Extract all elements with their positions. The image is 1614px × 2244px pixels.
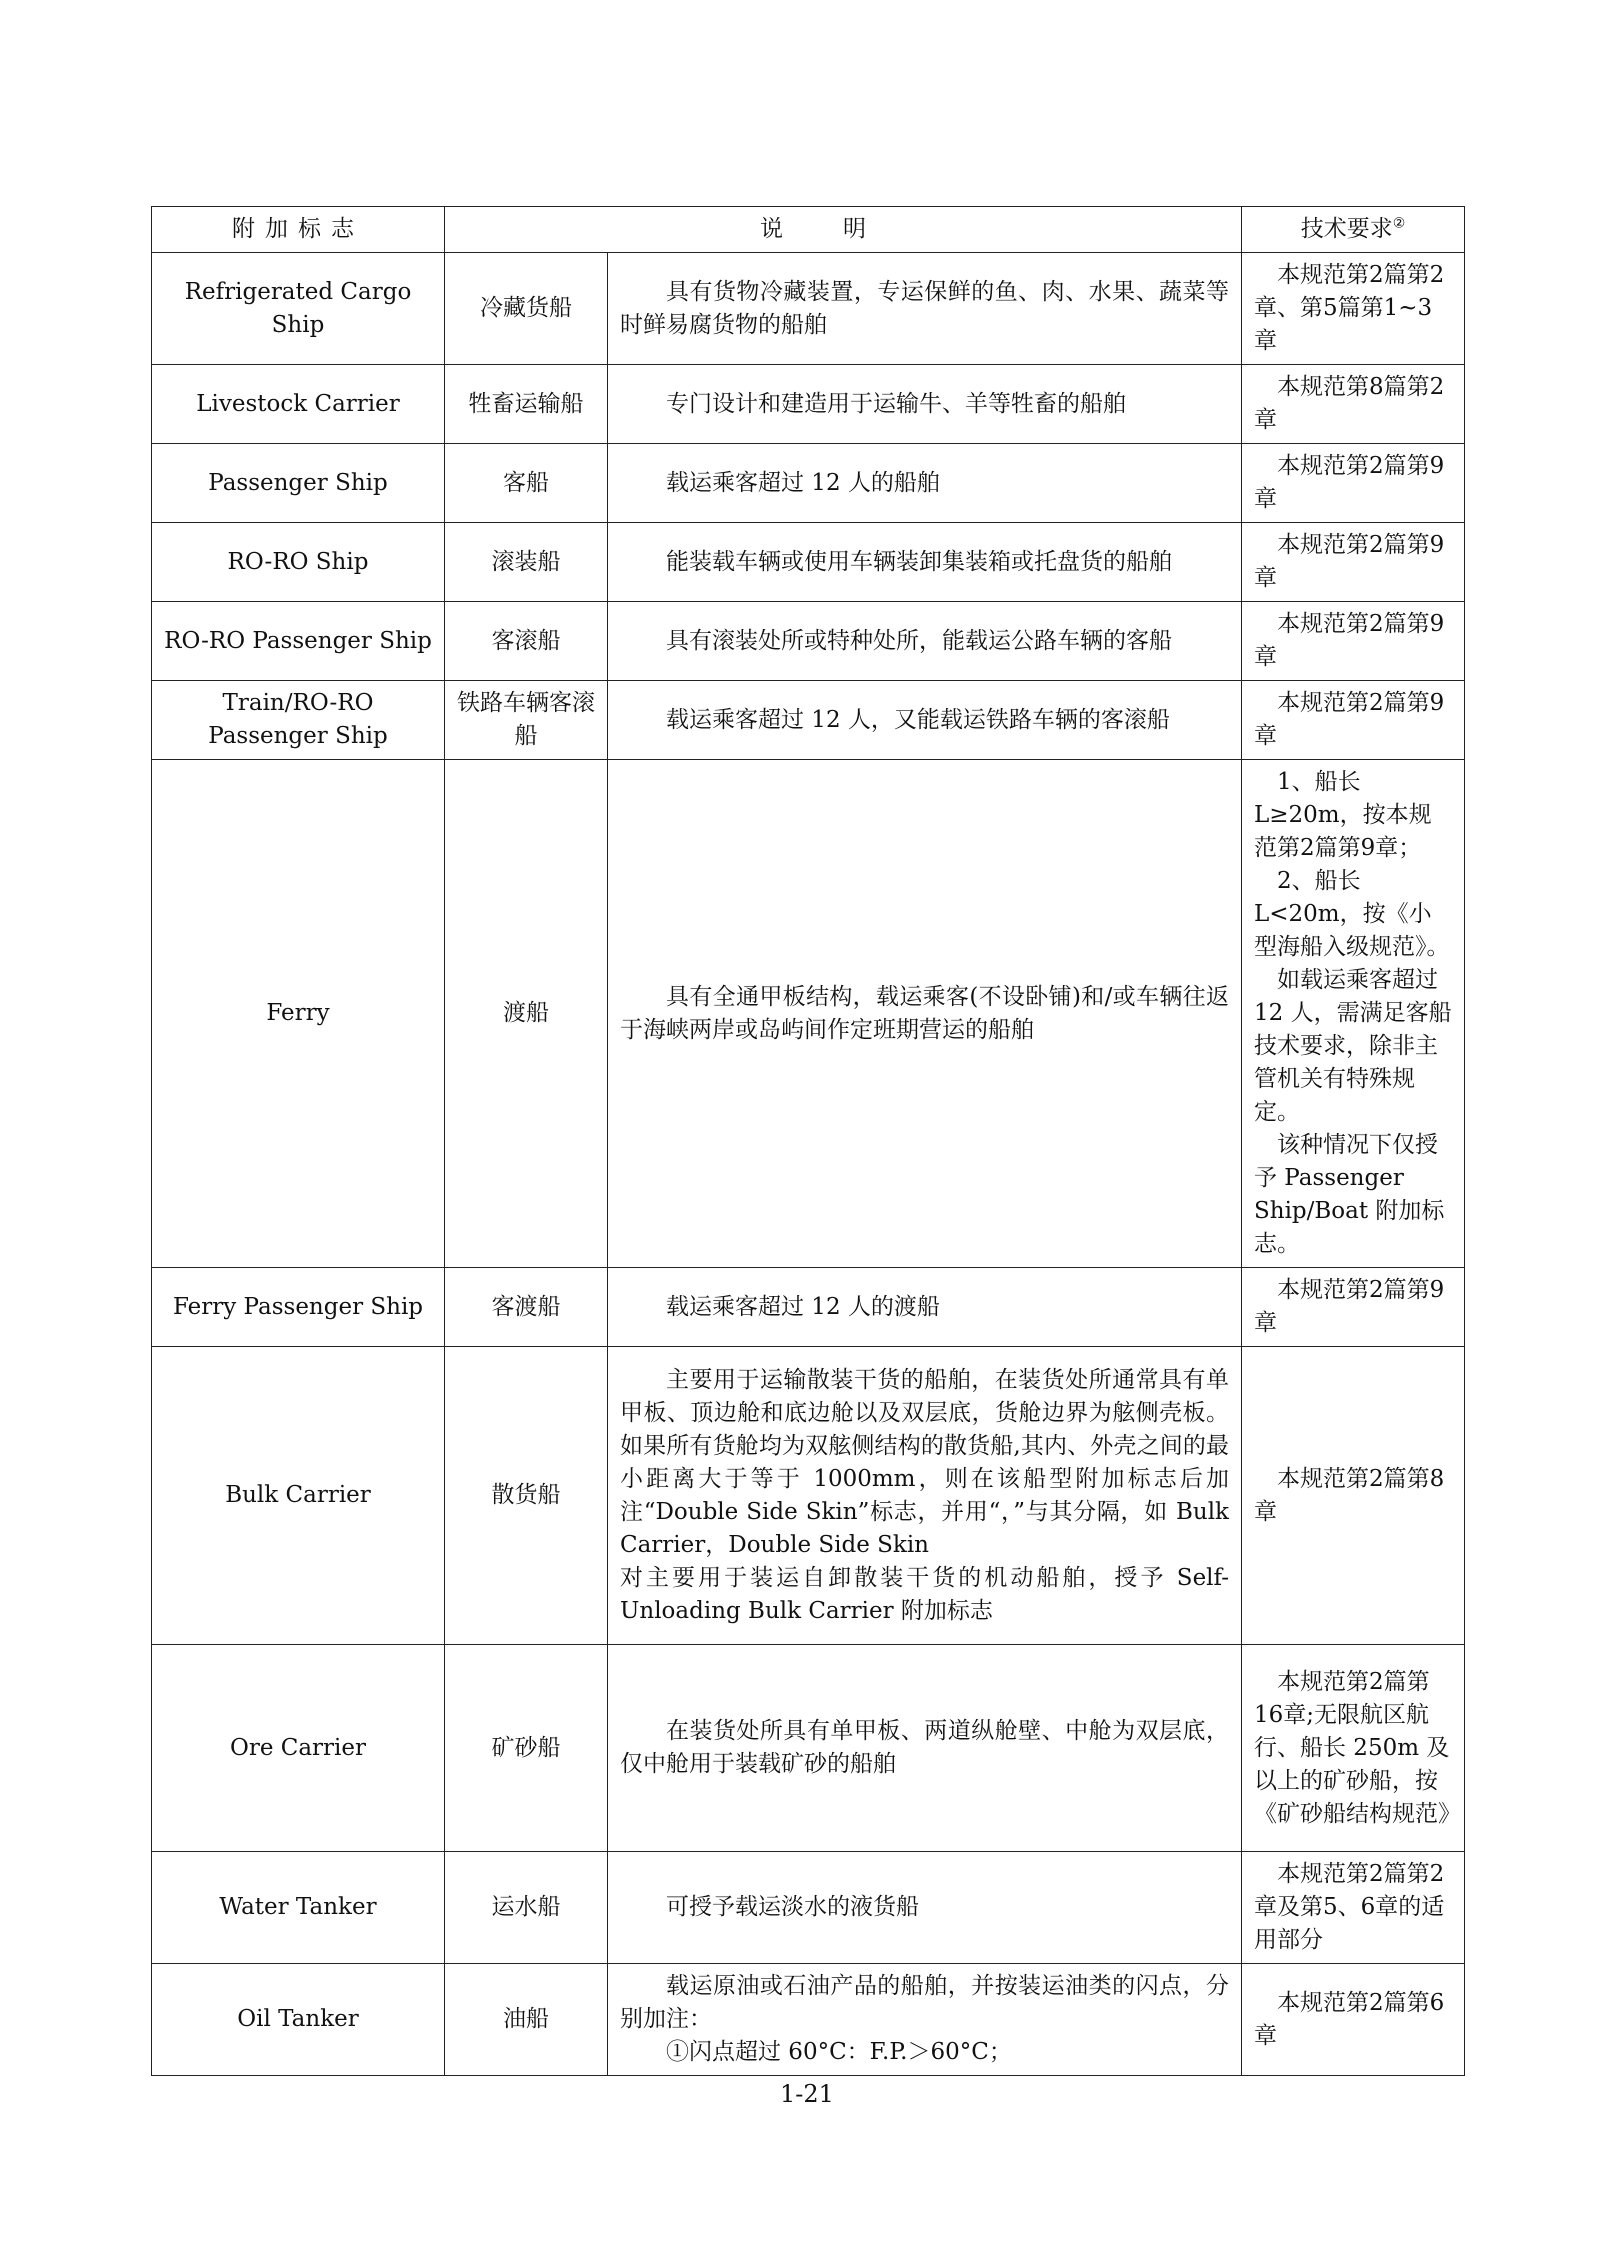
notation-english: Oil Tanker — [152, 1964, 445, 2076]
notation-english: RO-RO Passenger Ship — [152, 602, 445, 681]
notation-chinese: 散货船 — [445, 1347, 608, 1645]
requirement-paragraph: 本规范第2篇第9章 — [1254, 690, 1445, 749]
requirement-paragraph: 本规范第2篇第2章、第5篇第1~3章 — [1254, 262, 1445, 354]
technical-requirement — [1242, 1852, 1465, 1964]
description-paragraph: 能装载车辆或使用车辆装卸集装箱或托盘货的船舶 — [666, 548, 1172, 575]
table-row — [152, 1347, 1465, 1645]
description-paragraph: 可授予载运淡水的液货船 — [666, 1894, 919, 1920]
description-paragraph: 载运乘客超过 12 人的渡船 — [666, 1293, 940, 1320]
requirement-paragraph: 本规范第2篇第16章;无限航区航行、船长 250m 及以上的矿砂船，按《矿砂船结构规范》 — [1254, 1668, 1461, 1827]
requirement-paragraph: 本规范第2篇第9章 — [1254, 532, 1445, 591]
requirement-paragraph: 该种情况下仅授予 Passenger Ship/Boat 附加标志。 — [1254, 1132, 1445, 1257]
notation-chinese: 油船 — [445, 1964, 608, 2076]
description-paragraph: 载运乘客超过 12 人，又能载运铁路车辆的客滚船 — [666, 706, 1170, 733]
technical-requirement — [1242, 523, 1465, 602]
notation-description — [608, 681, 1242, 760]
notation-chinese: 客渡船 — [445, 1268, 608, 1347]
header-requirement — [1242, 207, 1465, 253]
table-row — [152, 523, 1465, 602]
description-paragraph: 在装货处所具有单甲板、两道纵舱壁、中舱为双层底，仅中舱用于装载矿砂的船舶 — [620, 1718, 1229, 1777]
notation-chinese: 冷藏货船 — [445, 253, 608, 365]
technical-requirement — [1242, 1645, 1465, 1852]
notation-english: Water Tanker — [152, 1852, 445, 1964]
technical-requirement — [1242, 1347, 1465, 1645]
notation-chinese: 渡船 — [445, 760, 608, 1268]
description-paragraph: 具有全通甲板结构，载运乘客(不设卧铺)和/或车辆往返于海峡两岸或岛屿间作定班期营运的船舶 — [620, 983, 1229, 1043]
header-description: 说明 — [445, 207, 1242, 253]
technical-requirement — [1242, 681, 1465, 760]
notation-description — [608, 365, 1242, 444]
notation-description — [608, 1347, 1242, 1645]
notation-chinese: 矿砂船 — [445, 1645, 608, 1852]
notation-description — [608, 1852, 1242, 1964]
table-row — [152, 253, 1465, 365]
table-row — [152, 681, 1465, 760]
requirement-paragraph: 本规范第2篇第2章及第5、6章的适用部分 — [1254, 1861, 1445, 1953]
requirement-paragraph: 本规范第8篇第2章 — [1254, 374, 1445, 433]
notation-description — [608, 1964, 1242, 2076]
description-paragraph: ①闪点超过 60°C：F.P.＞60°C； — [666, 2039, 1012, 2065]
description-paragraph: 对主要用于装运自卸散装干货的机动船舶，授予 Self-Unloading Bulk Carrier 附加标志 — [620, 1564, 1229, 1624]
description-paragraph: 具有滚装处所或特种处所，能载运公路车辆的客船 — [666, 627, 1172, 654]
notation-english: Bulk Carrier — [152, 1347, 445, 1645]
notation-chinese: 客船 — [445, 444, 608, 523]
header-requirement-label: 技术要求 — [1300, 216, 1393, 242]
requirement-paragraph: 本规范第2篇第9章 — [1254, 611, 1445, 670]
notation-description — [608, 253, 1242, 365]
notation-english: Ferry Passenger Ship — [152, 1268, 445, 1347]
notation-english: Train/RO-RO Passenger Ship — [152, 681, 445, 760]
table-row — [152, 602, 1465, 681]
classification-notation-table — [151, 206, 1465, 2076]
table-row — [152, 365, 1465, 444]
technical-requirement — [1242, 1268, 1465, 1347]
requirement-paragraph: 本规范第2篇第9章 — [1254, 1277, 1445, 1336]
technical-requirement — [1242, 760, 1465, 1268]
technical-requirement — [1242, 602, 1465, 681]
notation-description — [608, 1645, 1242, 1852]
requirement-paragraph: 如载运乘客超过 12 人，需满足客船技术要求，除非主管机关有特殊规定。 — [1254, 967, 1452, 1125]
description-paragraph: 具有货物冷藏装置，专运保鲜的鱼、肉、水果、蔬菜等时鲜易腐货物的船舶 — [620, 278, 1229, 338]
table-row — [152, 444, 1465, 523]
technical-requirement — [1242, 1964, 1465, 2076]
notation-english: Ore Carrier — [152, 1645, 445, 1852]
table-row — [152, 1964, 1465, 2076]
notation-english: Refrigerated Cargo Ship — [152, 253, 445, 365]
technical-requirement — [1242, 253, 1465, 365]
description-paragraph: 专门设计和建造用于运输牛、羊等牲畜的船舶 — [666, 390, 1126, 417]
notation-chinese: 牲畜运输船 — [445, 365, 608, 444]
notation-english: RO-RO Ship — [152, 523, 445, 602]
notation-chinese: 运水船 — [445, 1852, 608, 1964]
description-paragraph: 载运乘客超过 12 人的船舶 — [666, 469, 940, 496]
notation-english: Ferry — [152, 760, 445, 1268]
requirement-paragraph: 2、船长 L<20m，按《小型海船入级规范》。 — [1254, 868, 1450, 960]
notation-chinese: 铁路车辆客滚船 — [445, 681, 608, 760]
table-row — [152, 1852, 1465, 1964]
notation-description — [608, 760, 1242, 1268]
table-header-row — [152, 207, 1465, 253]
footnote-marker: ② — [1392, 215, 1406, 232]
requirement-paragraph: 本规范第2篇第6章 — [1254, 1989, 1445, 2049]
notation-english: Passenger Ship — [152, 444, 445, 523]
notation-chinese: 滚装船 — [445, 523, 608, 602]
table-row — [152, 1645, 1465, 1852]
notation-description — [608, 523, 1242, 602]
notation-description — [608, 444, 1242, 523]
description-paragraph: 载运原油或石油产品的船舶，并按装运油类的闪点，分别加注： — [620, 1973, 1229, 2032]
technical-requirement — [1242, 365, 1465, 444]
notation-description — [608, 1268, 1242, 1347]
requirement-paragraph: 本规范第2篇第8章 — [1254, 1465, 1445, 1525]
requirement-paragraph: 本规范第2篇第9章 — [1254, 453, 1445, 512]
notation-chinese: 客滚船 — [445, 602, 608, 681]
page-number: 1-21 — [780, 2080, 834, 2108]
table-row — [152, 760, 1465, 1268]
technical-requirement — [1242, 444, 1465, 523]
notation-description — [608, 602, 1242, 681]
notation-english: Livestock Carrier — [152, 365, 445, 444]
description-paragraph: 主要用于运输散装干货的船舶，在装货处所通常具有单甲板、顶边舱和底边舱以及双层底，货舱边界为舷侧壳板。如果所有货舱均为双舷侧结构的散货船,其内、外壳之间的最小距离大于等于 1000mm，则在该船型附加标志后加注“Double Side Skin”标志，并用“，”与其分隔，如 Bulk Carrier，Double Side Skin — [620, 1366, 1229, 1558]
header-mark: 附加标志 — [152, 207, 445, 253]
table-row — [152, 1268, 1465, 1347]
requirement-paragraph: 1、船长 L≥20m，按本规范第2篇第9章； — [1254, 769, 1432, 861]
